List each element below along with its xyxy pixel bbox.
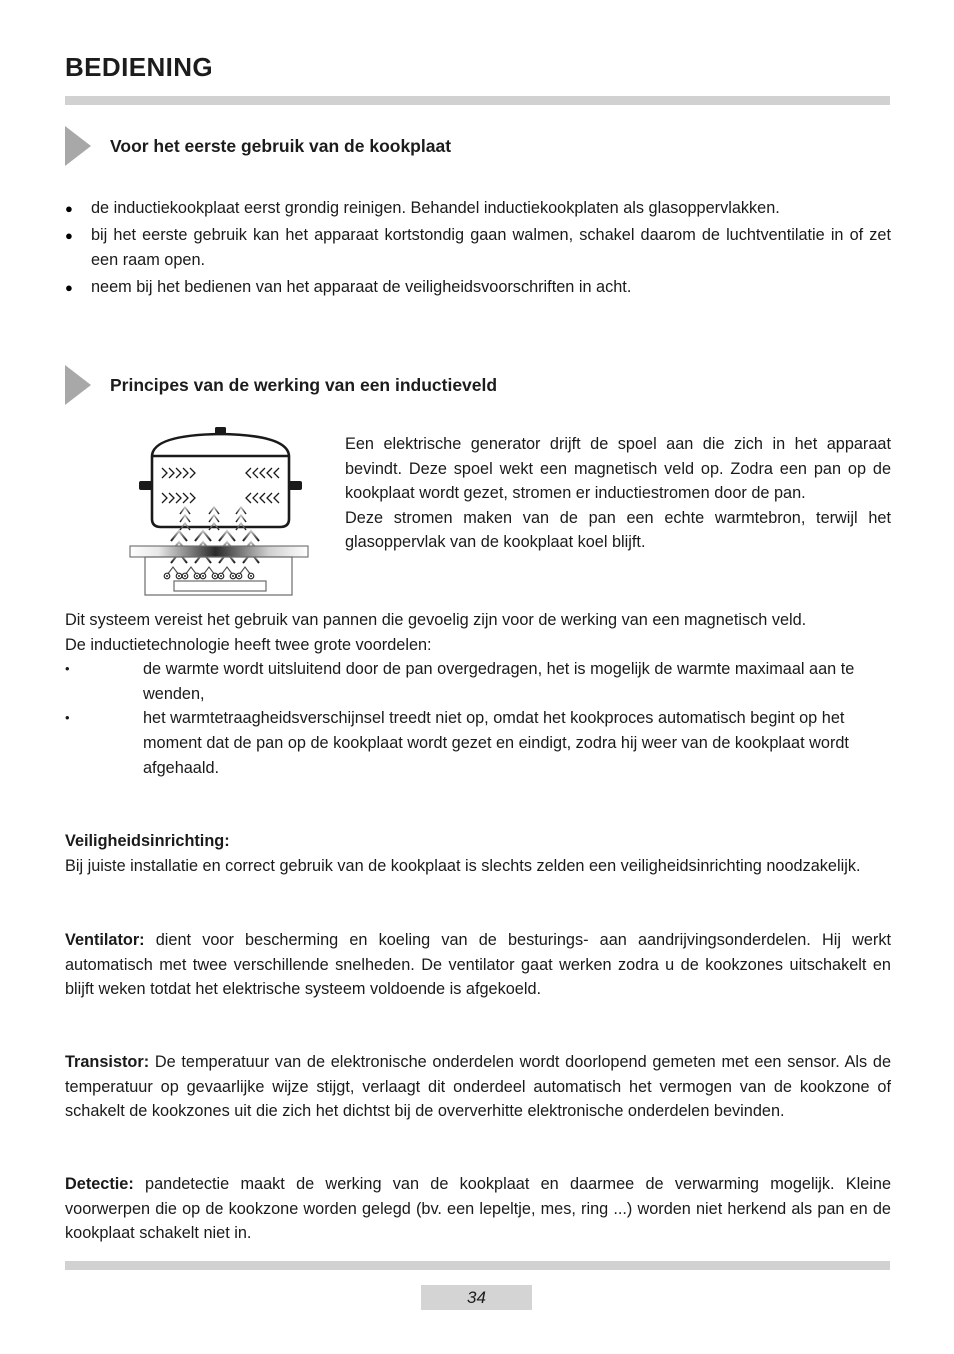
list-item-text: neem bij het bedienen van het apparaat de veiligheidsvoorschriften in acht. xyxy=(91,277,632,296)
advantage-item xyxy=(65,657,891,706)
triangle-bullet-icon xyxy=(65,126,91,166)
advantage-text: de warmte wordt uitsluitend door de pan overgedragen, het is mogelijk de warmte maximaal aan te wenden, xyxy=(143,660,855,703)
definition-text: Bij juiste installatie en correct gebruik van de kookplaat is slechts zelden een veiligheidsinrichting noodzakelijk. xyxy=(65,856,861,875)
section-heading-label: Principes van de werking van een inductieveld xyxy=(110,374,498,395)
definition-ventilator xyxy=(65,928,891,1002)
intro-paragraph: De inductietechnologie heeft twee grote voordelen: xyxy=(65,635,432,654)
page-number: 34 xyxy=(421,1285,532,1310)
section-heading-first-use xyxy=(65,126,451,166)
advantage-item xyxy=(65,706,891,780)
list-item-text: de inductiekookplaat eerst grondig reinigen. Behandel inductiekookplaten als glasoppervlakken. xyxy=(91,199,780,217)
advantage-bullet-icon: • xyxy=(65,661,70,677)
definition-paragraph xyxy=(65,928,891,1002)
induction-principle-diagram xyxy=(128,425,318,597)
definition-term xyxy=(65,829,891,854)
definition-text: pandetectie maakt de werking van de kookplaat en daarmee de verwarming mogelijk. Kleine voorwerpen die op de kookzone worden gelegd (bv. een lepeltje, mes, ring ...) worden niet herkend als pan en de kookplaat schakelt niet in. xyxy=(65,1175,891,1243)
bullet-dot-icon: ● xyxy=(65,201,73,216)
triangle-bullet-icon xyxy=(65,365,91,405)
footer-rule-bar xyxy=(65,1261,890,1270)
definition-detectie xyxy=(65,1172,891,1246)
first-use-bullet-list xyxy=(65,196,891,301)
section-heading-label: Voor het eerste gebruik van de kookplaat xyxy=(110,135,452,156)
list-item-text: bij het eerste gebruik kan het apparaat kortstondig gaan walmen, schakel daarom de luchtventilatie in of zet een raam open. xyxy=(91,225,891,269)
page-title: BEDIENING xyxy=(65,52,214,82)
header-rule-bar xyxy=(65,96,890,105)
list-item xyxy=(65,223,891,274)
definition-term-label: Veiligheidsinrichting: xyxy=(65,832,230,850)
definition-text: dient voor bescherming en koeling van de besturings- aan aandrijvingsonderdelen. Hij werkt automatisch met twee verschillende snelheden. De ventilator gaat werken zodra u de kookzones uitschakelt en blijft weken totdat het elektrische systeem voldoende is afgekoeld. xyxy=(65,931,891,999)
intro-paragraph: Dit systeem vereist het gebruik van pannen die gevoelig zijn voor de werking van een magnetisch veld. xyxy=(65,611,807,629)
figure-description-text xyxy=(345,432,891,555)
figure-paragraph: Een elektrische generator drijft de spoel aan die zich in het apparaat bevindt. Deze spoel wekt een magnetisch veld op. Zodra een pan op de kookplaat wordt gezet, stromen er inductiestromen door de pan. xyxy=(345,435,891,503)
definition-transistor xyxy=(65,1050,891,1124)
definition-term-label: Transistor: xyxy=(65,1053,150,1071)
bullet-dot-icon: ● xyxy=(65,279,73,295)
list-item xyxy=(65,275,891,301)
definition-paragraph xyxy=(65,1172,891,1246)
definition-text: De temperatuur van de elektronische onderdelen wordt doorlopend gemeten met een sensor. Als de temperatuur op gevaarlijke wijze stijgt, verlaagt dit onderdeel automatisch het vermogen van de kookzone of schakelt de kookzones uit die zich het dichtst bij de oververhitte elektronische onderdelen bevinden. xyxy=(65,1053,891,1121)
advantage-bullet-icon: • xyxy=(65,710,70,726)
induction-intro-block xyxy=(65,608,891,780)
list-item xyxy=(65,196,891,222)
figure-paragraph: Deze stromen maken van de pan een echte warmtebron, terwijl het glasoppervlak van de kookplaat koel blijft. xyxy=(345,508,891,552)
definition-paragraph xyxy=(65,1050,891,1124)
section-heading-induction-principles xyxy=(65,365,497,405)
definition-veiligheidsinrichting xyxy=(65,829,891,878)
advantage-text: het warmtetraagheidsverschijnsel treedt niet op, omdat het kookproces automatisch begint op het moment dat de pan op de kookplaat wordt gezet en eindigt, zodra hij weer van de kookplaat wordt afgehaald. xyxy=(143,709,849,777)
definition-term-label: Detectie: xyxy=(65,1175,134,1193)
bullet-dot-icon: ● xyxy=(65,227,73,243)
definition-term-label: Ventilator: xyxy=(65,931,145,949)
